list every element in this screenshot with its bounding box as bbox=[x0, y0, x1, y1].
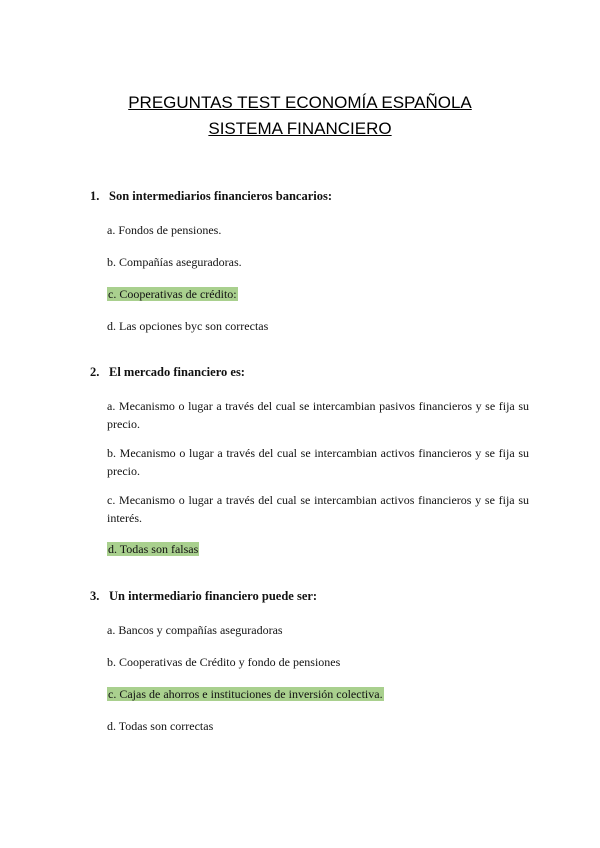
question-3-heading bbox=[90, 589, 317, 604]
question-text: Son intermediarios financieros bancarios: bbox=[109, 189, 333, 203]
question-number: 1. bbox=[90, 189, 100, 203]
question-number: 2. bbox=[90, 365, 100, 379]
question-3-option-d: d. Todas son correctas bbox=[107, 719, 214, 733]
answer-highlight: d. Todas son falsas bbox=[108, 542, 199, 556]
document-title: PREGUNTAS TEST ECONOMÍA ESPAÑOLA bbox=[128, 93, 472, 112]
question-1-option-d: d. Las opciones byc son correctas bbox=[107, 319, 269, 333]
answer-highlight: c. Cajas de ahorros e instituciones de inversión colectiva. bbox=[108, 687, 383, 701]
question-1-option-c-answer bbox=[107, 285, 529, 303]
question-3-option-c-answer bbox=[107, 685, 529, 703]
question-2-option-a: a. Mecanismo o lugar a través del cual se intercambian pasivos financieros y se fija su precio. bbox=[107, 399, 529, 431]
question-1-heading bbox=[90, 189, 332, 204]
answer-highlight: c. Cooperativas de crédito: bbox=[108, 287, 237, 301]
question-2-option-b: b. Mecanismo o lugar a través del cual se intercambian activos financieros y se fija su precio. bbox=[107, 446, 529, 478]
question-number: 3. bbox=[90, 589, 100, 603]
question-1-option-a: a. Fondos de pensiones. bbox=[107, 223, 222, 237]
question-text: El mercado financiero es: bbox=[109, 365, 245, 379]
question-1-option-b: b. Compañías aseguradoras. bbox=[107, 255, 242, 269]
question-3-option-a: a. Bancos y compañías aseguradoras bbox=[107, 623, 283, 637]
question-text: Un intermediario financiero puede ser: bbox=[109, 589, 318, 603]
question-2-option-d-answer bbox=[107, 540, 529, 558]
question-2-option-c: c. Mecanismo o lugar a través del cual se intercambian activos financieros y se fija su interés. bbox=[107, 493, 529, 525]
document-subtitle: SISTEMA FINANCIERO bbox=[208, 119, 392, 138]
question-2-heading bbox=[90, 365, 245, 380]
question-3-option-b: b. Cooperativas de Crédito y fondo de pensiones bbox=[107, 655, 341, 669]
